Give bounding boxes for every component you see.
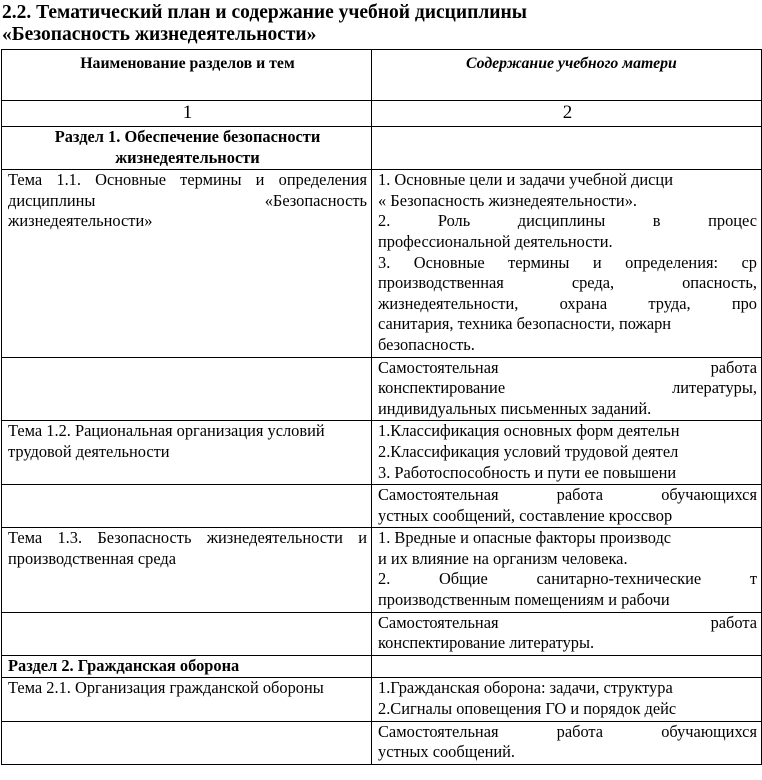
- topic-1-2-title: [2, 421, 372, 485]
- topic-1-3-content-line: производственным помещениям и рабочи: [378, 590, 670, 610]
- topic-1-1-content-line: производственная среда, опасность,: [378, 273, 757, 293]
- section-2-title: Раздел 2. Гражданская оборона: [2, 655, 372, 678]
- self-study-line: Самостоятельная работа: [378, 357, 757, 377]
- topic-1-1-line-1: Тема 1.1. Основные термины и определения: [8, 170, 367, 190]
- section-1-title: [2, 127, 372, 170]
- topic-1-1-line-2: дисциплины «Безопасность: [8, 190, 367, 210]
- topic-1-1-content-line: « Безопасность жизнедеятельности».: [378, 190, 637, 210]
- self-study-2-1-row: [2, 721, 762, 764]
- self-study-line: устных сообщений.: [378, 742, 516, 762]
- self-study-1-2-empty: [2, 485, 372, 528]
- section-2-row: [2, 655, 762, 678]
- self-study-line: Самостоятельная работа обучающихся: [378, 721, 757, 741]
- topic-2-1-title: Тема 2.1. Организация гражданской обороны: [2, 678, 372, 721]
- table-header-row: [2, 50, 762, 101]
- topic-1-2-content-line: 2.Классификация условий трудовой деятел: [378, 441, 679, 461]
- topic-1-2-line-1: Тема 1.2. Рациональная организация условий: [8, 421, 325, 441]
- self-study-line: конспектирование литературы,: [378, 378, 757, 398]
- topic-1-3-row: [2, 528, 762, 612]
- topic-1-3-content-line: 1. Вредные и опасные факторы производс: [378, 528, 672, 548]
- topic-1-2-row: [2, 421, 762, 485]
- section-2-content: [372, 655, 762, 678]
- col1-number: 1: [2, 101, 372, 127]
- self-study-1-3-empty: [2, 612, 372, 655]
- topic-1-1-content-line: 1. Основные цели и задачи учебной дисци: [378, 170, 673, 190]
- self-study-1-1-content: [372, 357, 762, 421]
- section-1-line-1: Раздел 1. Обеспечение безопасности: [54, 127, 321, 146]
- topic-1-3-content-line: 2. Общие санитарно-технические т: [378, 569, 757, 589]
- topic-1-3-line-2: производственная среда: [8, 548, 177, 568]
- topic-1-2-content-line: 3. Работоспособность и пути ее повышени: [378, 462, 677, 482]
- topic-2-1-content-line: 2.Сигналы оповещения ГО и порядок дейс: [378, 699, 677, 719]
- heading-line-1: 2.2. Тематический план и содержание учебной дисциплины: [2, 2, 527, 23]
- self-study-line: устных сообщений, составление кроссвор: [378, 505, 673, 525]
- section-1-row: [2, 127, 762, 170]
- self-study-1-2-content: [372, 485, 762, 528]
- topic-1-1-content-line: безопасность.: [378, 334, 475, 354]
- section-1-content: [372, 127, 762, 170]
- col2-header: Содержание учебного матери: [372, 50, 762, 101]
- col2-number: 2: [372, 101, 762, 127]
- topic-1-1-line-3: жизнедеятельности»: [8, 211, 153, 231]
- heading-line-2: «Безопасность жизнедеятельности»: [2, 24, 317, 45]
- self-study-2-1-content: [372, 721, 762, 764]
- topic-1-3-line-1: Тема 1.3. Безопасность жизнедеятельности и: [8, 528, 367, 548]
- column-number-row: [2, 101, 762, 127]
- col1-header: Наименование разделов и тем: [2, 50, 372, 101]
- self-study-1-3-content: [372, 612, 762, 655]
- topic-2-1-content: [372, 678, 762, 721]
- topic-1-3-content-line: и их влияние на организм человека.: [378, 548, 628, 568]
- self-study-line: Самостоятельная работа: [378, 612, 757, 632]
- topic-1-3-title: [2, 528, 372, 612]
- self-study-1-1-empty: [2, 357, 372, 421]
- topic-1-1-content-line: жизнедеятельности, охрана труда, про: [378, 293, 757, 313]
- topic-1-1-content-line: санитария, техника безопасности, пожарн: [378, 314, 672, 334]
- topic-1-2-content-line: 1.Классификация основных форм деятельн: [378, 421, 680, 441]
- topic-1-2-content: [372, 421, 762, 485]
- section-1-line-2: жизнедеятельности: [115, 147, 260, 167]
- self-study-1-3-row: [2, 612, 762, 655]
- topic-2-1-content-line: 1.Гражданская оборона: задачи, структура: [378, 678, 673, 698]
- self-study-line: Самостоятельная работа обучающихся: [378, 485, 757, 505]
- topic-1-1-content: [372, 170, 762, 357]
- topic-1-1-title: [2, 170, 372, 357]
- topic-1-2-line-2: трудовой деятельности: [8, 441, 170, 461]
- document-heading: [2, 2, 702, 46]
- self-study-line: конспектирование литературы.: [378, 633, 595, 653]
- self-study-1-1-row: [2, 357, 762, 421]
- self-study-1-2-row: [2, 485, 762, 528]
- topic-1-1-content-line: 3. Основные термины и определения: ср: [378, 252, 757, 272]
- self-study-2-1-empty: [2, 721, 372, 764]
- self-study-line: индивидуальных письменных заданий.: [378, 398, 652, 418]
- topic-2-1-row: [2, 678, 762, 721]
- topic-1-3-content: [372, 528, 762, 612]
- topic-1-1-content-line: 2. Роль дисциплины в процес: [378, 211, 757, 231]
- topic-1-1-row: [2, 170, 762, 357]
- topic-1-1-content-line: профессиональной деятельности.: [378, 231, 613, 251]
- thematic-plan-table: [1, 49, 762, 765]
